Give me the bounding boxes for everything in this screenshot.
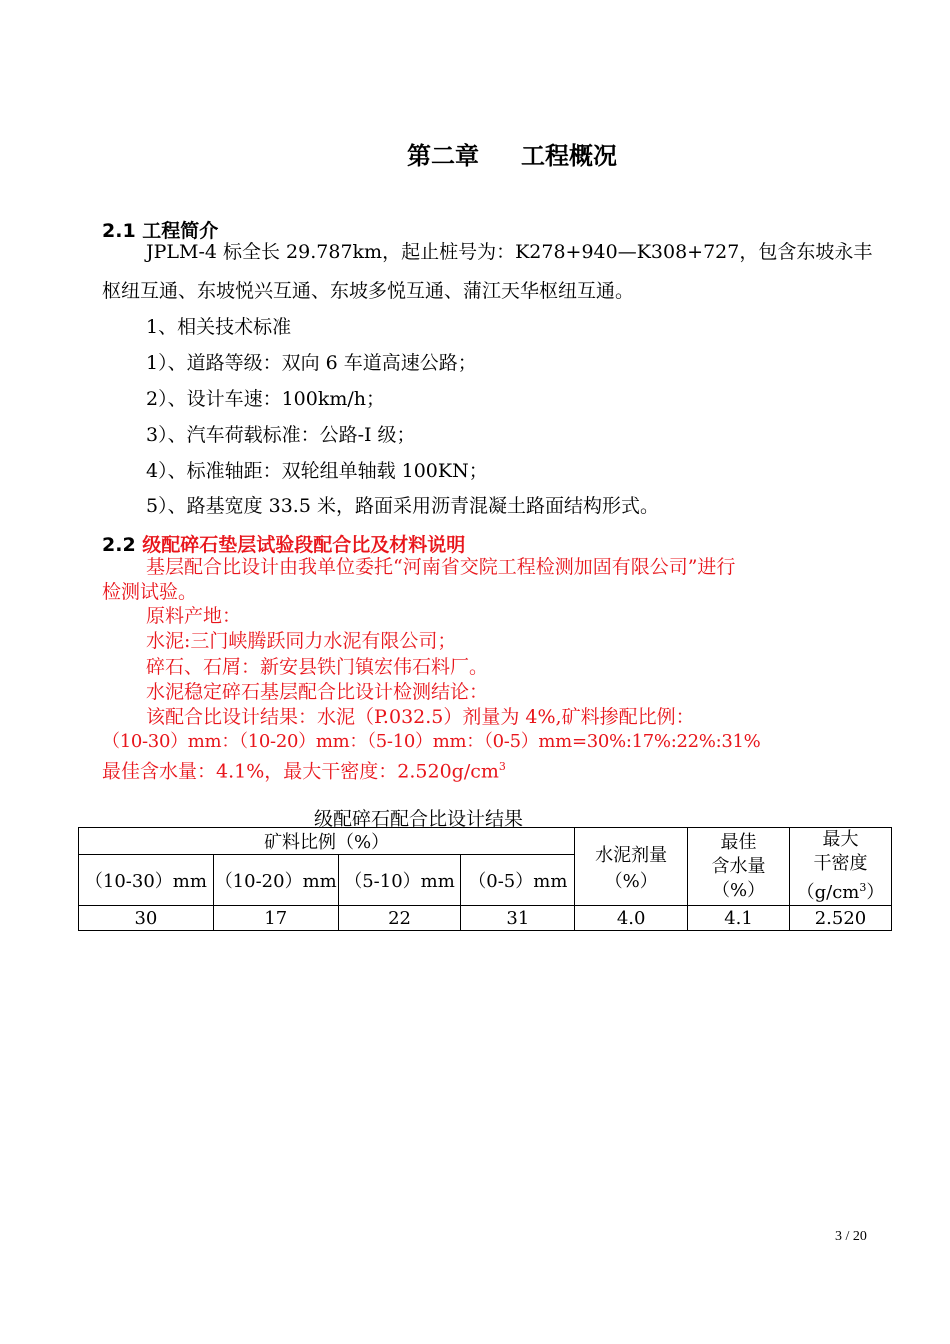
density-result-superscript: 3 [498, 760, 506, 773]
s22-line-2: 检测试验。 [102, 581, 198, 603]
density-result-text: 最佳含水量：4.1%，最大干密度：2.520g/cm [102, 760, 499, 783]
section-2-2-title: 级配碎石垫层试验段配合比及材料说明 [142, 534, 466, 556]
optimum-moisture-header [688, 828, 790, 906]
mix-design-table [78, 827, 892, 931]
chapter-title [0, 136, 950, 171]
density-header-line-2: 干密度 [813, 853, 868, 874]
density-header-unit: $(g/cm^3)$ [796, 881, 885, 903]
cement-header-unit: （%） [604, 870, 658, 892]
s22-line-9 [102, 755, 506, 783]
table-cell: 17 [213, 906, 338, 931]
chapter-name: 工程概况 [521, 142, 617, 170]
s22-line-3: 原料产地： [146, 605, 242, 627]
standards-title: 1、相关技术标准 [146, 316, 292, 338]
standard-item: 2）、设计车速：100km/h； [146, 388, 386, 410]
table-cell: 22 [338, 906, 461, 931]
size-header: （10-20）mm [213, 855, 338, 906]
s22-line-5: 碎石、石屑：新安县铁门镇宏伟石料厂。 [146, 656, 489, 678]
max-dry-density-header [789, 828, 891, 906]
cement-dosage-header [575, 828, 688, 906]
mineral-ratio-header: 矿料比例（%） [79, 828, 575, 855]
size-header: （0-5）mm [461, 855, 575, 906]
table-cell: 2.520 [789, 906, 891, 931]
cement-header-text: 水泥剂量 [595, 844, 668, 866]
standard-item: 5）、路基宽度 33.5 米，路面采用沥青混凝土路面结构形式。 [146, 495, 659, 517]
density-header-line-1: 最大 [822, 829, 859, 850]
standard-item: 1）、道路等级：双向 6 车道高速公路； [146, 352, 477, 374]
section-2-1-heading: 2.1 工程简介 [102, 220, 219, 242]
moisture-header-line-2: 含水量 [711, 855, 766, 877]
table-cell: 30 [79, 906, 214, 931]
intro-line-1: JPLM-4 标全长 29.787km，起止桩号为：K278+940—K308+727，包含东坡永丰 [146, 241, 873, 263]
size-header: （10-30）mm [79, 855, 214, 906]
intro-line-2: 枢纽互通、东坡悦兴互通、东坡多悦互通、蒲江天华枢纽互通。 [102, 280, 635, 302]
moisture-header-unit: （%） [711, 879, 766, 901]
chapter-number: 第二章 [407, 142, 479, 170]
s22-line-6: 水泥稳定碎石基层配合比设计检测结论： [146, 681, 489, 703]
standard-item: 3）、汽车荷载标准：公路-Ⅰ 级； [146, 424, 416, 446]
section-2-2-heading [102, 530, 465, 557]
page-number: 3 / 20 [835, 1229, 867, 1244]
s22-line-7: 该配合比设计结果：水泥（P.032.5）剂量为 4%,矿料掺配比例： [146, 706, 695, 728]
s22-line-1: 基层配合比设计由我单位委托“河南省交院工程检测加固有限公司”进行 [146, 556, 736, 578]
table-cell: 31 [461, 906, 575, 931]
section-2-2-number: 2.2 [102, 534, 136, 556]
table-caption: 级配碎石配合比设计结果 [314, 808, 524, 830]
table-row [79, 906, 892, 931]
size-header: （5-10）mm [338, 855, 461, 906]
s22-line-4: 水泥:三门峡腾跃同力水泥有限公司； [146, 630, 457, 652]
standard-item: 4）、标准轴距：双轮组单轴载 100KN； [146, 460, 488, 482]
table-cell: 4.1 [688, 906, 790, 931]
s22-line-8: （10-30）mm：（10-20）mm：（5-10）mm：（0-5）mm=30%:17%:22%:31% [102, 731, 761, 752]
moisture-header-line-1: 最佳 [720, 831, 757, 853]
table-cell: 4.0 [575, 906, 688, 931]
